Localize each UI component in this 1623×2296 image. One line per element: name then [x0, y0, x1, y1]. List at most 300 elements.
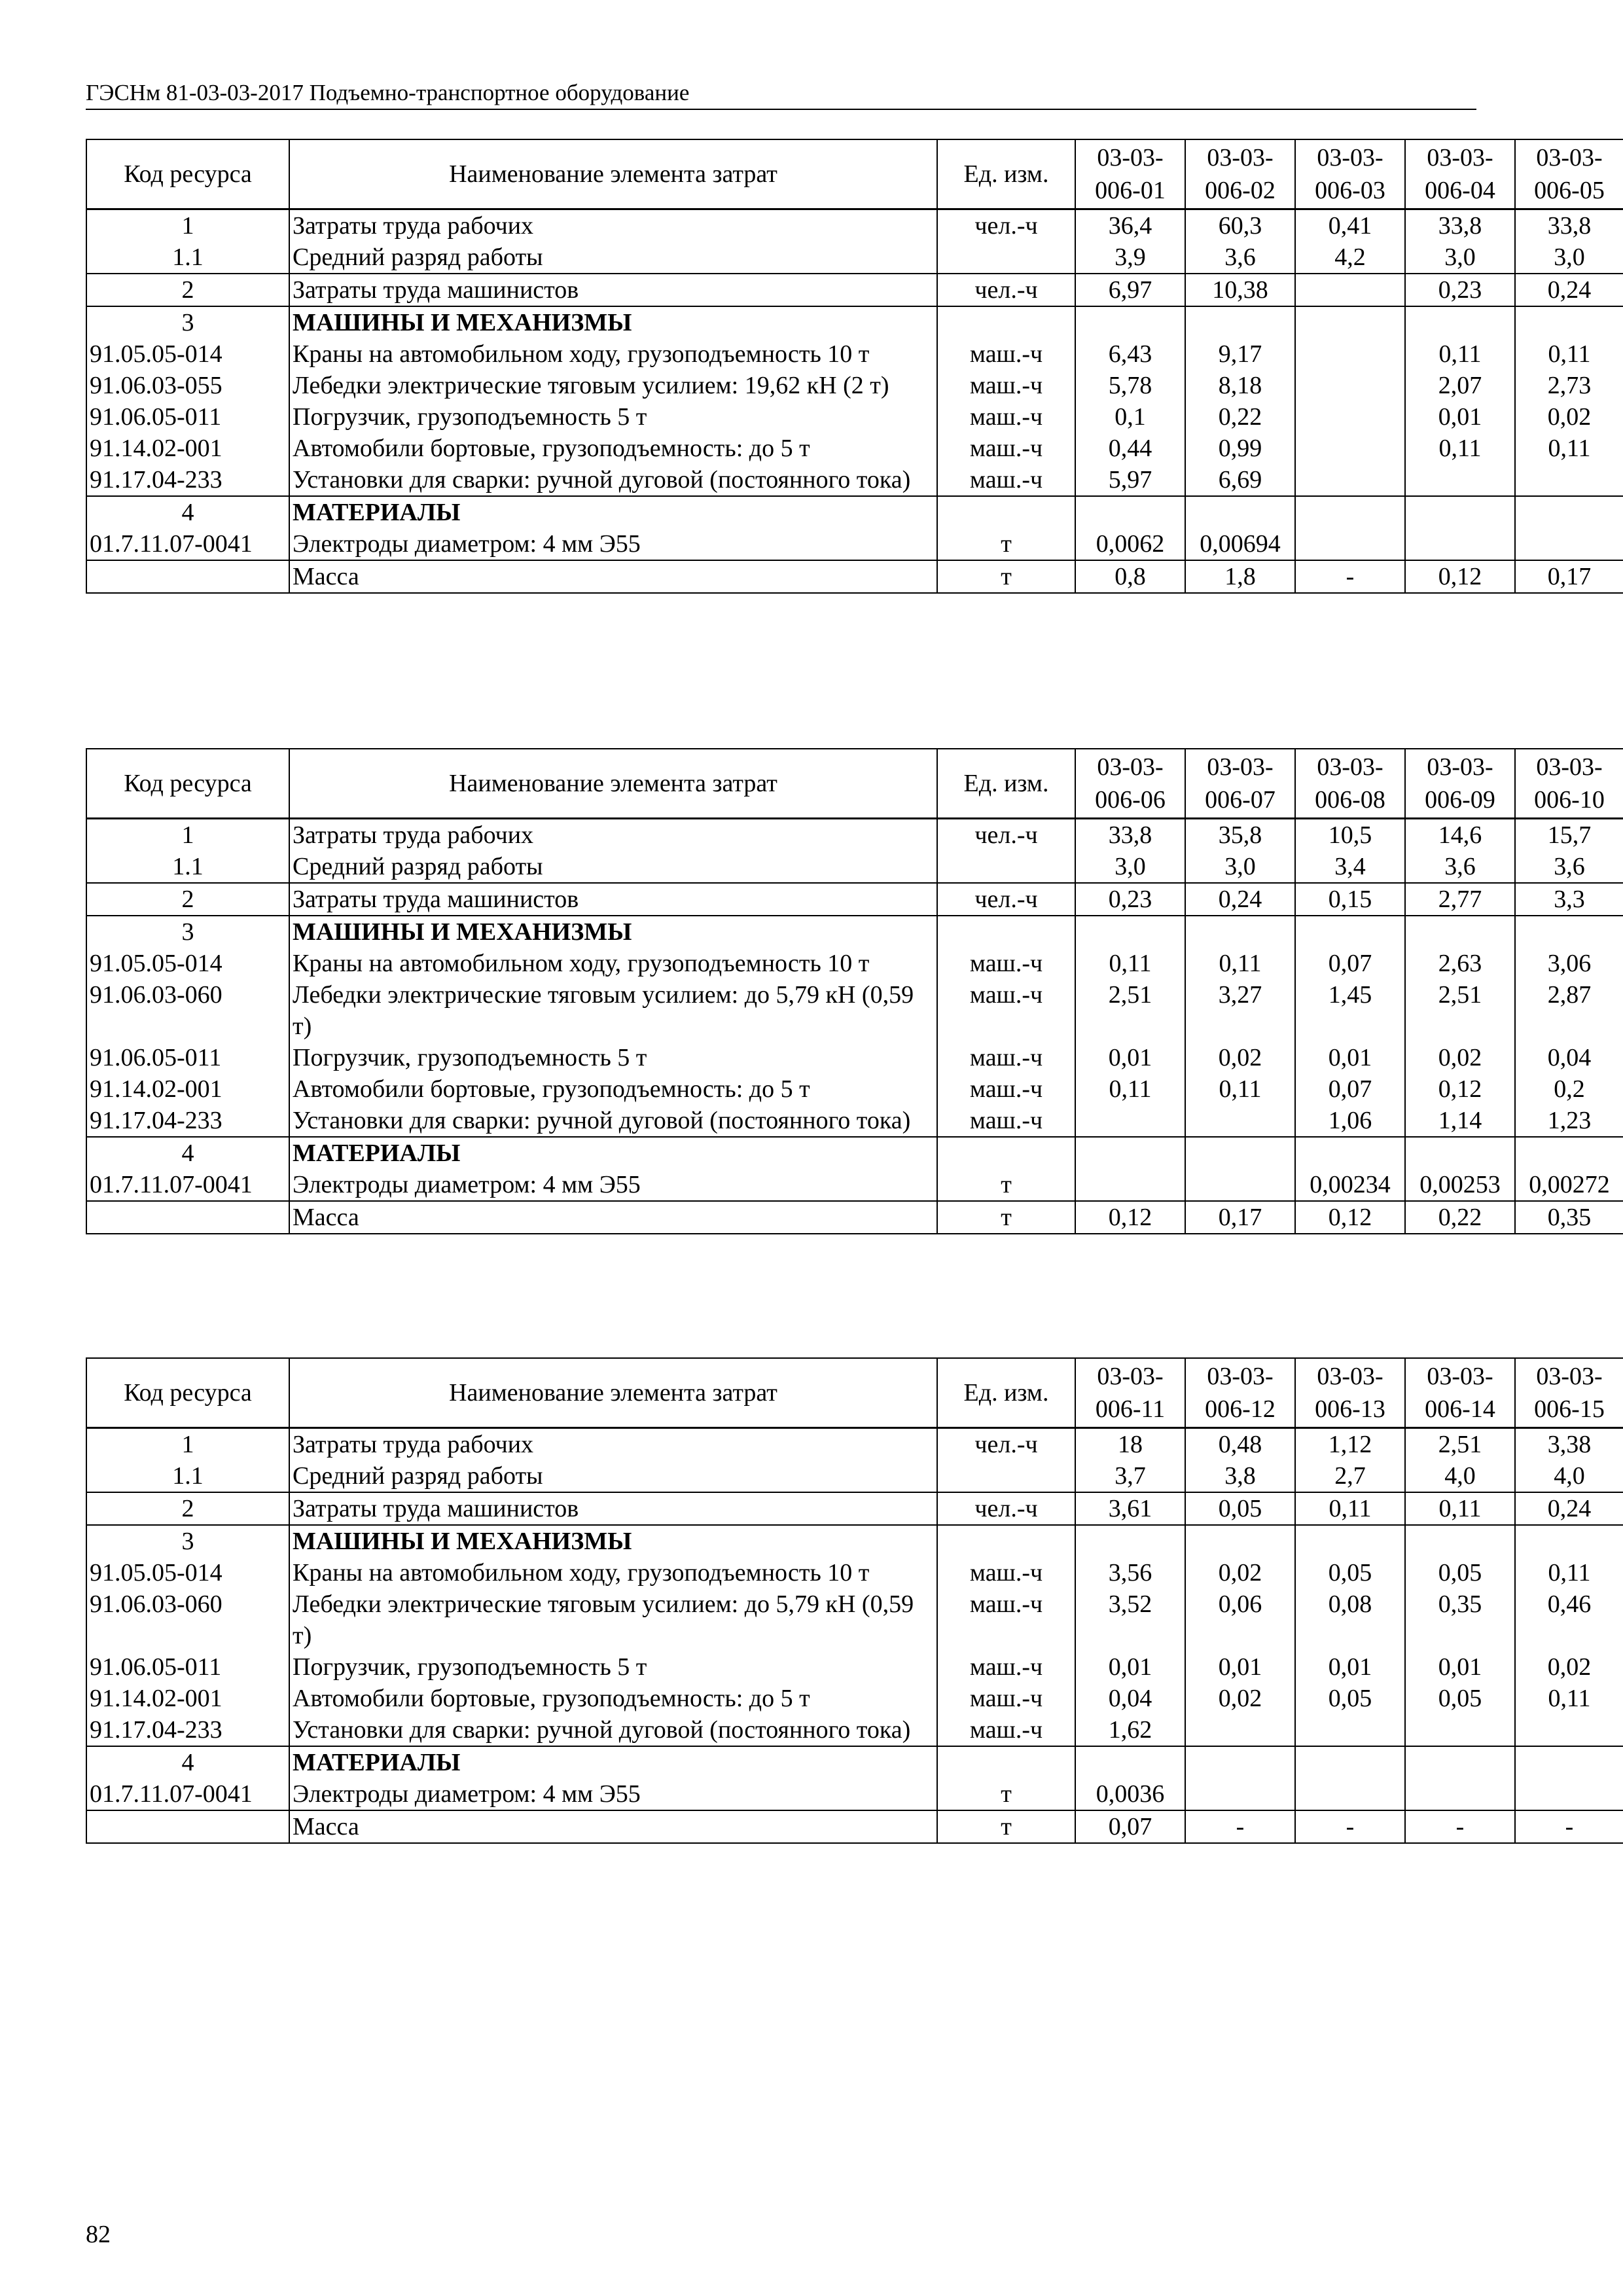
norm-value — [1185, 1105, 1295, 1137]
norm-value: 0,06 — [1185, 1588, 1295, 1651]
table-row — [86, 1714, 1623, 1746]
norm-value: 0,22 — [1185, 401, 1295, 433]
header-norm-code: 03-03-006-14 — [1405, 1358, 1515, 1428]
unit: т — [937, 1810, 1075, 1843]
resource-code — [86, 560, 289, 593]
norm-value: 0,99 — [1185, 433, 1295, 464]
norm-value: 1,12 — [1295, 1428, 1405, 1461]
norm-value: 0,12 — [1295, 1201, 1405, 1234]
norm-value — [1075, 916, 1185, 948]
norm-value: 0,48 — [1185, 1428, 1295, 1461]
norm-value: 0,04 — [1075, 1683, 1185, 1714]
norm-value: 3,3 — [1515, 883, 1623, 916]
resource-code: 1 — [86, 1428, 289, 1461]
norm-value: 0,11 — [1075, 1073, 1185, 1105]
header-norm-code: 03-03-006-09 — [1405, 749, 1515, 819]
unit: маш.-ч — [937, 1651, 1075, 1683]
cost-element-name: Затраты труда машинистов — [289, 274, 937, 306]
norm-value: 2,73 — [1515, 370, 1623, 401]
unit — [937, 1525, 1075, 1557]
cost-element-name: МАШИНЫ И МЕХАНИЗМЫ — [289, 916, 937, 948]
cost-element-name: МАТЕРИАЛЫ — [289, 1137, 937, 1169]
table-row — [86, 338, 1623, 370]
table-row — [86, 1746, 1623, 1778]
table-row — [86, 528, 1623, 560]
table-row — [86, 496, 1623, 528]
unit: маш.-ч — [937, 1042, 1075, 1073]
norm-value — [1295, 1525, 1405, 1557]
header-norm-code: 03-03-006-01 — [1075, 139, 1185, 209]
unit — [937, 851, 1075, 883]
header-code: Код ресурса — [86, 749, 289, 819]
cost-element-name: Затраты труда рабочих — [289, 819, 937, 852]
norm-value: 0,02 — [1515, 401, 1623, 433]
norm-value: 0,01 — [1405, 1651, 1515, 1683]
norm-value — [1515, 1778, 1623, 1810]
header-norm-code: 03-03-006-02 — [1185, 139, 1295, 209]
norm-value: 5,97 — [1075, 464, 1185, 496]
unit: чел.-ч — [937, 209, 1075, 242]
norm-value: 4,2 — [1295, 242, 1405, 274]
resource-code: 91.06.05-011 — [86, 401, 289, 433]
table-row — [86, 1651, 1623, 1683]
table-row — [86, 401, 1623, 433]
cost-element-name: Электроды диаметром: 4 мм Э55 — [289, 1778, 937, 1810]
table-row — [86, 851, 1623, 883]
header-code: Код ресурса — [86, 1358, 289, 1428]
norm-value: 9,17 — [1185, 338, 1295, 370]
resource-code: 91.17.04-233 — [86, 1105, 289, 1137]
norm-value — [1405, 1525, 1515, 1557]
cost-table-2 — [86, 748, 1610, 1234]
norm-value: 4,0 — [1405, 1460, 1515, 1492]
table-header-row — [86, 749, 1623, 819]
cost-element-name: Погрузчик, грузоподъемность 5 т — [289, 1651, 937, 1683]
norm-value: 3,0 — [1075, 851, 1185, 883]
header-norm-code: 03-03-006-05 — [1515, 139, 1623, 209]
norm-value — [1295, 1714, 1405, 1746]
unit: маш.-ч — [937, 1588, 1075, 1651]
norm-value: 0,22 — [1405, 1201, 1515, 1234]
norm-value: 1,8 — [1185, 560, 1295, 593]
norm-value: 1,45 — [1295, 979, 1405, 1042]
table-row — [86, 370, 1623, 401]
norm-value: 0,04 — [1515, 1042, 1623, 1073]
header-name: Наименование элемента затрат — [289, 1358, 937, 1428]
unit: маш.-ч — [937, 464, 1075, 496]
norm-value: 3,4 — [1295, 851, 1405, 883]
header-norm-code: 03-03-006-04 — [1405, 139, 1515, 209]
norm-value — [1405, 1714, 1515, 1746]
table-row — [86, 1525, 1623, 1557]
norm-value: 6,43 — [1075, 338, 1185, 370]
norm-value: 0,01 — [1185, 1651, 1295, 1683]
norm-value: 0,02 — [1405, 1042, 1515, 1073]
norm-value — [1405, 528, 1515, 560]
resource-code: 4 — [86, 1746, 289, 1778]
norm-value — [1185, 916, 1295, 948]
norm-value: 0,00272 — [1515, 1169, 1623, 1201]
resource-code: 01.7.11.07-0041 — [86, 1778, 289, 1810]
unit: чел.-ч — [937, 883, 1075, 916]
cost-element-name: МАШИНЫ И МЕХАНИЗМЫ — [289, 1525, 937, 1557]
norm-value: 3,06 — [1515, 948, 1623, 979]
cost-element-name: Масса — [289, 560, 937, 593]
cost-element-name: Автомобили бортовые, грузоподъемность: до 5 т — [289, 1683, 937, 1714]
resource-code: 91.17.04-233 — [86, 464, 289, 496]
norm-value: 0,05 — [1405, 1557, 1515, 1588]
header-norm-code: 03-03-006-06 — [1075, 749, 1185, 819]
norm-value: 0,8 — [1075, 560, 1185, 593]
cost-table — [86, 139, 1623, 594]
table-row — [86, 948, 1623, 979]
norm-value: 0,07 — [1295, 1073, 1405, 1105]
header-norm-code: 03-03-006-13 — [1295, 1358, 1405, 1428]
cost-element-name: Электроды диаметром: 4 мм Э55 — [289, 1169, 937, 1201]
table-row — [86, 1588, 1623, 1651]
unit — [937, 1460, 1075, 1492]
header-norm-code: 03-03-006-07 — [1185, 749, 1295, 819]
norm-value: 0,11 — [1295, 1492, 1405, 1525]
unit: чел.-ч — [937, 819, 1075, 852]
norm-value: 2,51 — [1075, 979, 1185, 1042]
norm-value: 0,05 — [1405, 1683, 1515, 1714]
cost-element-name: МАТЕРИАЛЫ — [289, 496, 937, 528]
resource-code: 91.14.02-001 — [86, 1073, 289, 1105]
norm-value — [1295, 916, 1405, 948]
norm-value: 2,51 — [1405, 979, 1515, 1042]
norm-value: 0,12 — [1405, 560, 1515, 593]
norm-value — [1075, 496, 1185, 528]
norm-value — [1075, 1137, 1185, 1169]
resource-code: 91.05.05-014 — [86, 948, 289, 979]
cost-element-name: Лебедки электрические тяговым усилием: до 5,79 кН (0,59 т) — [289, 979, 937, 1042]
norm-value: 3,0 — [1405, 242, 1515, 274]
norm-value: 0,00253 — [1405, 1169, 1515, 1201]
resource-code: 1.1 — [86, 1460, 289, 1492]
norm-value: 2,87 — [1515, 979, 1623, 1042]
norm-value: - — [1405, 1810, 1515, 1843]
norm-value: 0,07 — [1295, 948, 1405, 979]
resource-code: 2 — [86, 1492, 289, 1525]
norm-value — [1295, 1137, 1405, 1169]
cost-table — [86, 1357, 1623, 1844]
cost-element-name: Масса — [289, 1810, 937, 1843]
resource-code: 3 — [86, 916, 289, 948]
unit: т — [937, 528, 1075, 560]
norm-value: 0,01 — [1295, 1042, 1405, 1073]
norm-value: 15,7 — [1515, 819, 1623, 852]
table-row — [86, 1492, 1623, 1525]
norm-value — [1295, 433, 1405, 464]
norm-value — [1405, 306, 1515, 338]
norm-value — [1185, 306, 1295, 338]
norm-value: 0,01 — [1405, 401, 1515, 433]
norm-value: 33,8 — [1075, 819, 1185, 852]
resource-code: 1 — [86, 209, 289, 242]
norm-value: 3,52 — [1075, 1588, 1185, 1651]
cost-element-name: Электроды диаметром: 4 мм Э55 — [289, 528, 937, 560]
norm-value: 2,7 — [1295, 1460, 1405, 1492]
header-norm-code: 03-03-006-03 — [1295, 139, 1405, 209]
resource-code: 91.17.04-233 — [86, 1714, 289, 1746]
unit — [937, 1746, 1075, 1778]
norm-value — [1185, 1714, 1295, 1746]
norm-value: 10,5 — [1295, 819, 1405, 852]
resource-code: 2 — [86, 883, 289, 916]
norm-value — [1295, 528, 1405, 560]
cost-element-name: Краны на автомобильном ходу, грузоподъемность 10 т — [289, 1557, 937, 1588]
resource-code: 1.1 — [86, 242, 289, 274]
resource-code: 2 — [86, 274, 289, 306]
table-row — [86, 1073, 1623, 1105]
page-number: 82 — [86, 2221, 111, 2248]
header-norm-code: 03-03-006-08 — [1295, 749, 1405, 819]
norm-value: 0,05 — [1295, 1557, 1405, 1588]
norm-value — [1075, 1105, 1185, 1137]
norm-value: 3,6 — [1185, 242, 1295, 274]
table-row — [86, 209, 1623, 242]
norm-value: 35,8 — [1185, 819, 1295, 852]
norm-value — [1515, 464, 1623, 496]
header-name: Наименование элемента затрат — [289, 139, 937, 209]
norm-value: 10,38 — [1185, 274, 1295, 306]
norm-value — [1515, 528, 1623, 560]
unit — [937, 306, 1075, 338]
norm-value: 0,02 — [1515, 1651, 1623, 1683]
unit: маш.-ч — [937, 338, 1075, 370]
norm-value: 2,77 — [1405, 883, 1515, 916]
header-norm-code: 03-03-006-11 — [1075, 1358, 1185, 1428]
norm-value: 3,7 — [1075, 1460, 1185, 1492]
norm-value: 0,11 — [1405, 433, 1515, 464]
table-row — [86, 1557, 1623, 1588]
norm-value — [1515, 496, 1623, 528]
header-name: Наименование элемента затрат — [289, 749, 937, 819]
norm-value: 0,11 — [1515, 1557, 1623, 1588]
cost-element-name: Средний разряд работы — [289, 1460, 937, 1492]
norm-value: - — [1185, 1810, 1295, 1843]
resource-code: 01.7.11.07-0041 — [86, 528, 289, 560]
norm-value: 3,0 — [1515, 242, 1623, 274]
unit: маш.-ч — [937, 979, 1075, 1042]
norm-value: 0,46 — [1515, 1588, 1623, 1651]
norm-value: 3,56 — [1075, 1557, 1185, 1588]
norm-value — [1185, 1525, 1295, 1557]
norm-value: 0,05 — [1295, 1683, 1405, 1714]
table-row — [86, 1105, 1623, 1137]
norm-value — [1405, 496, 1515, 528]
cost-element-name: Затраты труда рабочих — [289, 209, 937, 242]
table-row — [86, 1169, 1623, 1201]
cost-element-name: Автомобили бортовые, грузоподъемность: до 5 т — [289, 433, 937, 464]
norm-value: 0,08 — [1295, 1588, 1405, 1651]
norm-value — [1295, 370, 1405, 401]
table-row — [86, 1042, 1623, 1073]
norm-value — [1515, 306, 1623, 338]
resource-code: 91.06.03-060 — [86, 1588, 289, 1651]
cost-element-name: Затраты труда машинистов — [289, 1492, 937, 1525]
resource-code: 91.05.05-014 — [86, 338, 289, 370]
table-row — [86, 916, 1623, 948]
norm-value — [1295, 1746, 1405, 1778]
cost-element-name: Автомобили бортовые, грузоподъемность: до 5 т — [289, 1073, 937, 1105]
resource-code: 91.14.02-001 — [86, 1683, 289, 1714]
unit — [937, 1137, 1075, 1169]
norm-value: - — [1295, 560, 1405, 593]
unit: маш.-ч — [937, 1683, 1075, 1714]
norm-value: 1,62 — [1075, 1714, 1185, 1746]
norm-value: 1,23 — [1515, 1105, 1623, 1137]
norm-value: 18 — [1075, 1428, 1185, 1461]
unit: чел.-ч — [937, 1428, 1075, 1461]
norm-value: 33,8 — [1515, 209, 1623, 242]
norm-value — [1515, 1746, 1623, 1778]
resource-code: 91.14.02-001 — [86, 433, 289, 464]
norm-value: 0,41 — [1295, 209, 1405, 242]
norm-value: 0,15 — [1295, 883, 1405, 916]
table-row — [86, 1460, 1623, 1492]
norm-value: 0,0062 — [1075, 528, 1185, 560]
header-unit: Ед. изм. — [937, 139, 1075, 209]
header-norm-code: 03-03-006-10 — [1515, 749, 1623, 819]
cost-table-3 — [86, 1357, 1605, 1844]
unit: маш.-ч — [937, 1073, 1075, 1105]
table-row — [86, 274, 1623, 306]
cost-element-name: МАШИНЫ И МЕХАНИЗМЫ — [289, 306, 937, 338]
norm-value: 0,11 — [1515, 1683, 1623, 1714]
norm-value — [1295, 464, 1405, 496]
norm-value — [1075, 1525, 1185, 1557]
resource-code: 4 — [86, 1137, 289, 1169]
table-row — [86, 883, 1623, 916]
norm-value: 0,11 — [1515, 433, 1623, 464]
resource-code — [86, 1201, 289, 1234]
cost-element-name: Краны на автомобильном ходу, грузоподъемность 10 т — [289, 948, 937, 979]
unit: маш.-ч — [937, 1714, 1075, 1746]
norm-value — [1075, 306, 1185, 338]
norm-value: 2,51 — [1405, 1428, 1515, 1461]
unit: маш.-ч — [937, 401, 1075, 433]
running-header: ГЭСНм 81-03-03-2017 Подъемно-транспортное оборудование — [86, 80, 690, 105]
cost-element-name: Погрузчик, грузоподъемность 5 т — [289, 401, 937, 433]
norm-value: 3,61 — [1075, 1492, 1185, 1525]
norm-value — [1405, 1137, 1515, 1169]
norm-value: 6,97 — [1075, 274, 1185, 306]
norm-value: 36,4 — [1075, 209, 1185, 242]
unit: маш.-ч — [937, 433, 1075, 464]
norm-value: 3,0 — [1185, 851, 1295, 883]
norm-value — [1405, 916, 1515, 948]
norm-value — [1405, 1746, 1515, 1778]
cost-element-name: Лебедки электрические тяговым усилием: до 5,79 кН (0,59 т) — [289, 1588, 937, 1651]
unit — [937, 916, 1075, 948]
norm-value: 0,07 — [1075, 1810, 1185, 1843]
resource-code: 01.7.11.07-0041 — [86, 1169, 289, 1201]
unit: маш.-ч — [937, 1105, 1075, 1137]
table-row — [86, 1683, 1623, 1714]
norm-value: 0,23 — [1405, 274, 1515, 306]
unit: т — [937, 1169, 1075, 1201]
cost-element-name: Установки для сварки: ручной дуговой (постоянного тока) — [289, 1105, 937, 1137]
norm-value: 3,6 — [1515, 851, 1623, 883]
cost-element-name: Затраты труда рабочих — [289, 1428, 937, 1461]
norm-value: 0,17 — [1515, 560, 1623, 593]
unit: т — [937, 560, 1075, 593]
unit: т — [937, 1201, 1075, 1234]
norm-value — [1295, 496, 1405, 528]
norm-value: 0,1 — [1075, 401, 1185, 433]
norm-value: 0,12 — [1075, 1201, 1185, 1234]
norm-value — [1295, 274, 1405, 306]
norm-value: 0,11 — [1075, 948, 1185, 979]
table-row — [86, 464, 1623, 496]
norm-value: 33,8 — [1405, 209, 1515, 242]
resource-code: 91.06.03-055 — [86, 370, 289, 401]
table-row — [86, 819, 1623, 852]
table-header-row — [86, 139, 1623, 209]
table-header-row — [86, 1358, 1623, 1428]
resource-code: 4 — [86, 496, 289, 528]
header-unit: Ед. изм. — [937, 1358, 1075, 1428]
unit: маш.-ч — [937, 1557, 1075, 1588]
norm-value: 3,27 — [1185, 979, 1295, 1042]
norm-value: 14,6 — [1405, 819, 1515, 852]
norm-value — [1295, 338, 1405, 370]
norm-value: 0,11 — [1515, 338, 1623, 370]
table-row — [86, 1137, 1623, 1169]
unit: чел.-ч — [937, 274, 1075, 306]
norm-value: 0,11 — [1185, 948, 1295, 979]
norm-value — [1185, 1778, 1295, 1810]
norm-value: 2,07 — [1405, 370, 1515, 401]
norm-value: - — [1515, 1810, 1623, 1843]
table-row — [86, 560, 1623, 593]
norm-value: 0,24 — [1515, 1492, 1623, 1525]
table-row — [86, 979, 1623, 1042]
norm-value: 0,17 — [1185, 1201, 1295, 1234]
header-norm-code: 03-03-006-15 — [1515, 1358, 1623, 1428]
cost-element-name: Средний разряд работы — [289, 242, 937, 274]
table-row — [86, 1201, 1623, 1234]
norm-value: 0,24 — [1515, 274, 1623, 306]
header-norm-code: 03-03-006-12 — [1185, 1358, 1295, 1428]
norm-value: 0,35 — [1515, 1201, 1623, 1234]
resource-code: 91.06.05-011 — [86, 1651, 289, 1683]
resource-code: 91.06.03-060 — [86, 979, 289, 1042]
resource-code: 91.06.05-011 — [86, 1042, 289, 1073]
resource-code: 1.1 — [86, 851, 289, 883]
norm-value: 0,35 — [1405, 1588, 1515, 1651]
norm-value — [1515, 1525, 1623, 1557]
norm-value: 0,11 — [1185, 1073, 1295, 1105]
cost-element-name: Краны на автомобильном ходу, грузоподъемность 10 т — [289, 338, 937, 370]
resource-code — [86, 1810, 289, 1843]
norm-value — [1185, 1169, 1295, 1201]
table-row — [86, 1778, 1623, 1810]
norm-value — [1075, 1746, 1185, 1778]
norm-value — [1185, 1746, 1295, 1778]
norm-value: 0,02 — [1185, 1042, 1295, 1073]
norm-value: 1,06 — [1295, 1105, 1405, 1137]
norm-value: 0,11 — [1405, 1492, 1515, 1525]
norm-value: 0,11 — [1405, 338, 1515, 370]
cost-table — [86, 748, 1623, 1234]
norm-value — [1295, 401, 1405, 433]
cost-element-name: Средний разряд работы — [289, 851, 937, 883]
cost-element-name: Установки для сварки: ручной дуговой (постоянного тока) — [289, 1714, 937, 1746]
norm-value — [1405, 464, 1515, 496]
